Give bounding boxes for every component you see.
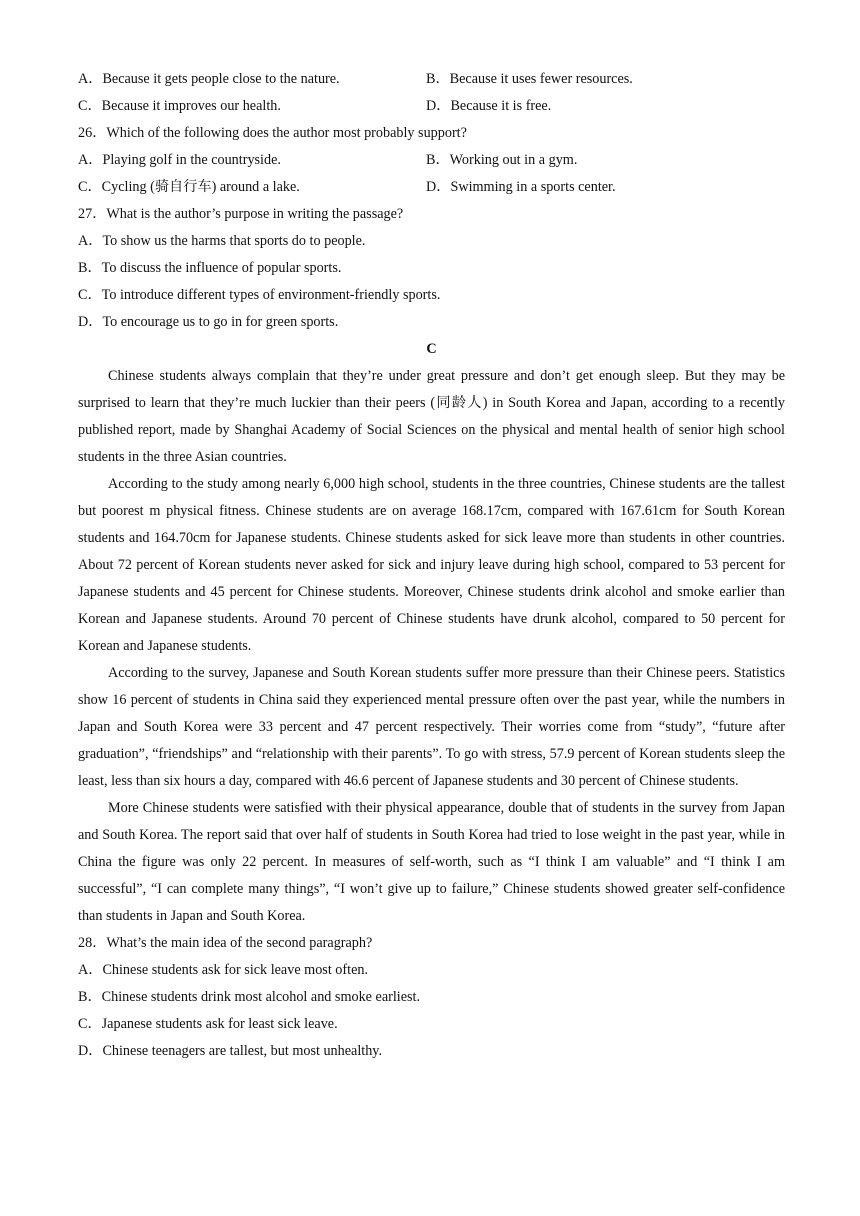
q28-option-b	[78, 984, 785, 1011]
option-text: Because it gets people close to the nature.	[102, 71, 340, 87]
passage-paragraph-3: According to the survey, Japanese and South Korean students suffer more pressure than their Chinese peers. Statistics show 16 percent of students in China said they experienced mental pressure often over the past year, while the numbers in Japan and South Korea were 33 percent and 47 percent respectively. Their worries come from “study”, “future after graduation”, “friendships” and “relationship with their parents”. To go with stress, 57.9 percent of Korean students sleep the least, less than six hours a day, compared with 46.6 percent of Japanese students and 30 percent of Chinese students.	[78, 665, 785, 789]
option-text: Chinese students drink most alcohol and smoke earliest.	[101, 989, 421, 1005]
option-letter: C．	[78, 179, 102, 195]
question-27	[78, 201, 785, 228]
prev-option-a	[78, 66, 426, 93]
option-letter: A．	[78, 71, 103, 87]
passage-paragraph-1: Chinese students always complain that they’re under great pressure and don’t get enough sleep. But they may be surprised to learn that they’re much luckier than their peers (同龄人) in South Korea and Japan, according to a recently published report, made by Shanghai Academy of Social Sciences on the physical and mental health of senior high school students in the three Asian countries.	[78, 368, 785, 465]
option-text: To discuss the influence of popular sports.	[101, 260, 342, 276]
q27-option-c	[78, 282, 785, 309]
q26-option-c	[78, 174, 426, 201]
option-letter: B．	[78, 989, 102, 1005]
question-text: What’s the main idea of the second paragraph?	[106, 935, 373, 951]
option-text: Chinese students ask for sick leave most often.	[102, 962, 369, 978]
option-text: Japanese students ask for least sick leave.	[101, 1016, 338, 1032]
option-letter: B．	[426, 71, 450, 87]
prev-option-d	[426, 93, 774, 120]
q28-option-d	[78, 1038, 785, 1065]
option-text: Swimming in a sports center.	[450, 179, 616, 195]
option-letter: C．	[78, 98, 102, 114]
option-letter: D．	[426, 98, 451, 114]
question-28	[78, 930, 785, 957]
prev-options-row-1	[78, 66, 785, 93]
question-26	[78, 120, 785, 147]
question-number: 27．	[78, 206, 107, 222]
q26-option-a	[78, 147, 426, 174]
option-letter: D．	[78, 314, 103, 330]
option-text: To encourage us to go in for green sports.	[102, 314, 339, 330]
question-number: 26．	[78, 125, 107, 141]
option-letter: C．	[78, 287, 102, 303]
q26-options-row-1	[78, 147, 785, 174]
passage-paragraph-4: More Chinese students were satisfied with their physical appearance, double that of students in the survey from Japan and South Korea. The report said that over half of students in South Korea had tried to lose weight in the past year, while in China the figure was only 22 percent. In measures of self-worth, such as “I think I am valuable” and “I think I am successful”, “I can complete many things”, “I won’t give up to failure,” Chinese students showed greater self-confidence than students in Japan and South Korea.	[78, 800, 785, 924]
section-heading: C	[426, 341, 437, 357]
prev-options-row-2	[78, 93, 785, 120]
option-letter: A．	[78, 233, 103, 249]
option-letter: A．	[78, 962, 103, 978]
option-letter: B．	[78, 260, 102, 276]
q27-option-b	[78, 255, 785, 282]
q26-option-d	[426, 174, 774, 201]
option-text: To introduce different types of environment-friendly sports.	[101, 287, 441, 303]
option-letter: B．	[426, 152, 450, 168]
option-letter: D．	[426, 179, 451, 195]
option-letter: C．	[78, 1016, 102, 1032]
option-text: To show us the harms that sports do to people.	[102, 233, 366, 249]
document-page	[78, 66, 785, 1065]
option-letter: A．	[78, 152, 103, 168]
prev-option-b	[426, 66, 774, 93]
option-text: Because it is free.	[450, 98, 552, 114]
option-text: Playing golf in the countryside.	[102, 152, 281, 168]
option-text: Because it improves our health.	[101, 98, 281, 114]
q27-option-a	[78, 228, 785, 255]
option-letter: D．	[78, 1043, 103, 1059]
question-text: Which of the following does the author most probably support?	[106, 125, 467, 141]
prev-option-c	[78, 93, 426, 120]
q26-option-b	[426, 147, 774, 174]
passage-paragraph-2: According to the study among nearly 6,000 high school, students in the three countries, Chinese students are the tallest but poorest m physical fitness. Chinese students are on average 168.17cm, compared with 167.61cm for South Korean students and 164.70cm for Japanese students. Chinese students asked for sick leave more than students in other countries. About 72 percent of Korean students never asked for sick and injury leave during high school, compared to 53 percent for Japanese students and 45 percent for Chinese students. Moreover, Chinese students drink alcohol and smoke earlier than Korean and Japanese students. Around 70 percent of Chinese students have drunk alcohol, compared to 50 percent for Korean and Japanese students.	[78, 476, 785, 654]
question-text: What is the author’s purpose in writing the passage?	[106, 206, 404, 222]
q28-option-a	[78, 957, 785, 984]
option-text: Chinese teenagers are tallest, but most unhealthy.	[102, 1043, 383, 1059]
option-text: Working out in a gym.	[449, 152, 578, 168]
q28-option-c	[78, 1011, 785, 1038]
question-number: 28．	[78, 935, 107, 951]
option-text: Because it uses fewer resources.	[449, 71, 633, 87]
option-text: Cycling (骑自行车) around a lake.	[101, 179, 300, 195]
q27-option-d	[78, 309, 785, 336]
q26-options-row-2	[78, 174, 785, 201]
